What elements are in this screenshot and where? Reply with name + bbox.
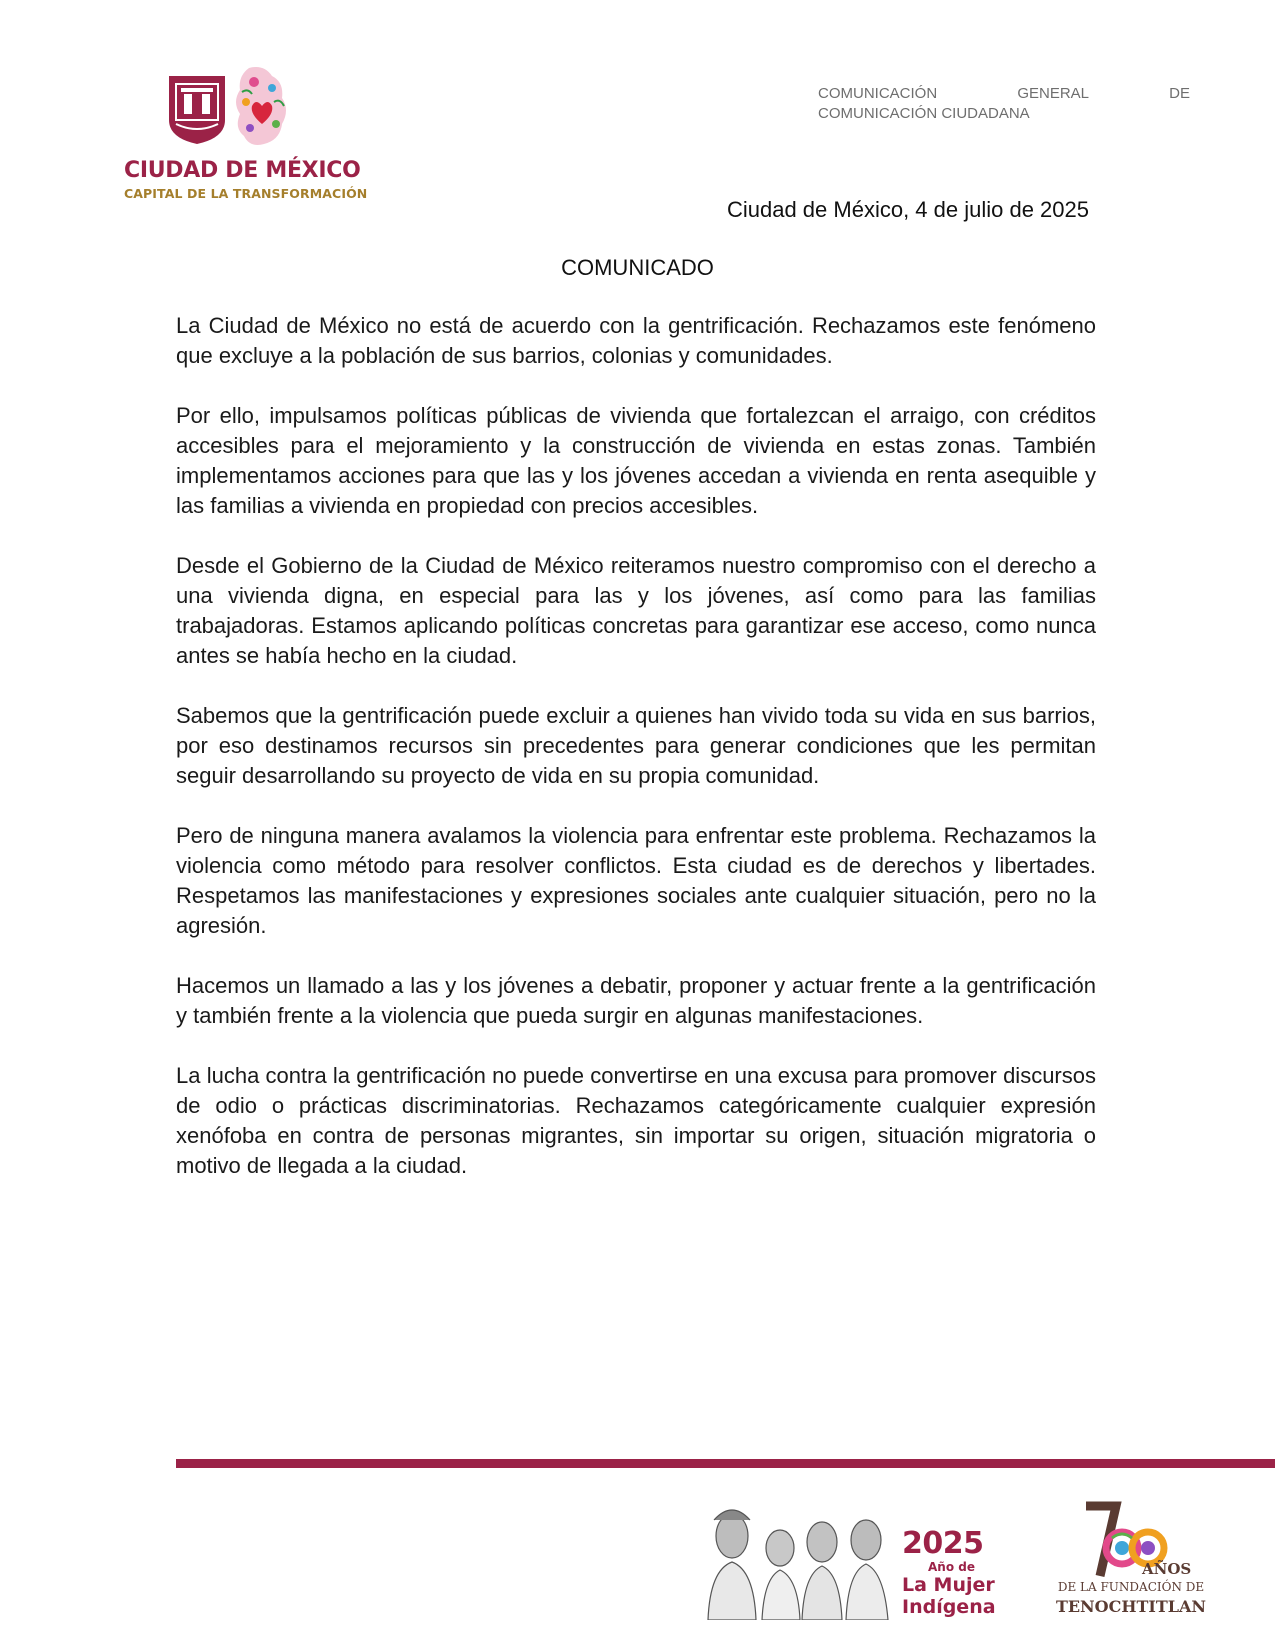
body-paragraph: Hacemos un llamado a las y los jóvenes a debatir, proponer y actuar frente a la gentrificación y también frente a la violencia que pueda surgir en algunas manifestaciones.	[176, 973, 1096, 1028]
cdmx-logo	[124, 62, 368, 212]
logo-subtitle: CAPITAL DE LA TRANSFORMACIÓN	[124, 186, 368, 201]
year-logo-ano-de: Año de	[928, 1560, 975, 1574]
body-paragraph: La Ciudad de México no está de acuerdo con la gentrificación. Rechazamos este fenómeno que excluye a la población de sus barrios, colonias y comunidades.	[176, 313, 1096, 368]
year-logo-mujer: La Mujer	[902, 1574, 995, 1596]
body-paragraph: Por ello, impulsamos políticas públicas de vivienda que fortalezcan el arraigo, con créditos accesibles para el mejoramiento y la construcción de vivienda en estas zonas. También implementamos acciones para que las y los jóvenes accedan a vivienda en renta asequible y las familias a vivienda en propiedad con precios accesibles.	[176, 403, 1096, 518]
body-paragraph: Pero de ninguna manera avalamos la violencia para enfrentar este problema. Rechazamos la violencia como método para resolver conflictos. Esta ciudad es de derechos y libertades. Respetamos las manifestaciones y expresiones sociales ante cualquier situación, pero no la agresión.	[176, 823, 1096, 938]
agency-word: DE	[1169, 85, 1190, 102]
document-heading: COMUNICADO	[561, 255, 714, 280]
indigenous-women-illustration-icon	[700, 1500, 900, 1620]
agency-line-1	[818, 84, 1190, 104]
document-date: Ciudad de México, 4 de julio de 2025	[726, 197, 1089, 222]
body-paragraph: Sabemos que la gentrificación puede excluir a quienes han vivido toda su vida en sus barrios, por eso destinamos recursos sin precedentes para generar condiciones que les permitan seguir desarrollando su proyecto de vida en su propia comunidad.	[176, 703, 1096, 788]
anniversary-anos: AÑOS	[1142, 1560, 1192, 1578]
year-logo-year: 2025	[902, 1526, 984, 1561]
tenochtitlan-anniversary-logo	[1042, 1500, 1220, 1620]
logo-title: CIUDAD DE MÉXICO	[124, 158, 361, 183]
footer-divider	[176, 1459, 1275, 1468]
cdmx-emblem-icon	[124, 62, 304, 152]
agency-header	[818, 84, 1190, 124]
year-woman-indigenous-logo	[902, 1528, 1012, 1618]
anniversary-line3: TENOCHTITLAN	[1055, 1597, 1207, 1616]
anniversary-line2: DE LA FUNDACIÓN DE	[1057, 1580, 1205, 1594]
document-body	[176, 311, 1096, 1211]
body-paragraph: Desde el Gobierno de la Ciudad de México reiteramos nuestro compromiso con el derecho a una vivienda digna, en especial para las y los jóvenes, así como para las familias trabajadoras. Estamos aplicando políticas concretas para garantizar ese acceso, como nunca antes se había hecho en la ciudad.	[176, 553, 1096, 668]
body-paragraph: La lucha contra la gentrificación no puede convertirse en una excusa para promover discursos de odio o prácticas discriminatorias. Rechazamos categóricamente cualquier expresión xenófoba en contra de personas migrantes, sin importar su origen, situación migratoria o motivo de llegada a la ciudad.	[176, 1063, 1096, 1178]
agency-line-2: COMUNICACIÓN CIUDADANA	[818, 105, 1030, 122]
agency-word: GENERAL	[1017, 85, 1090, 102]
year-logo-indigena: Indígena	[902, 1596, 996, 1618]
agency-word: COMUNICACIÓN	[818, 85, 938, 102]
